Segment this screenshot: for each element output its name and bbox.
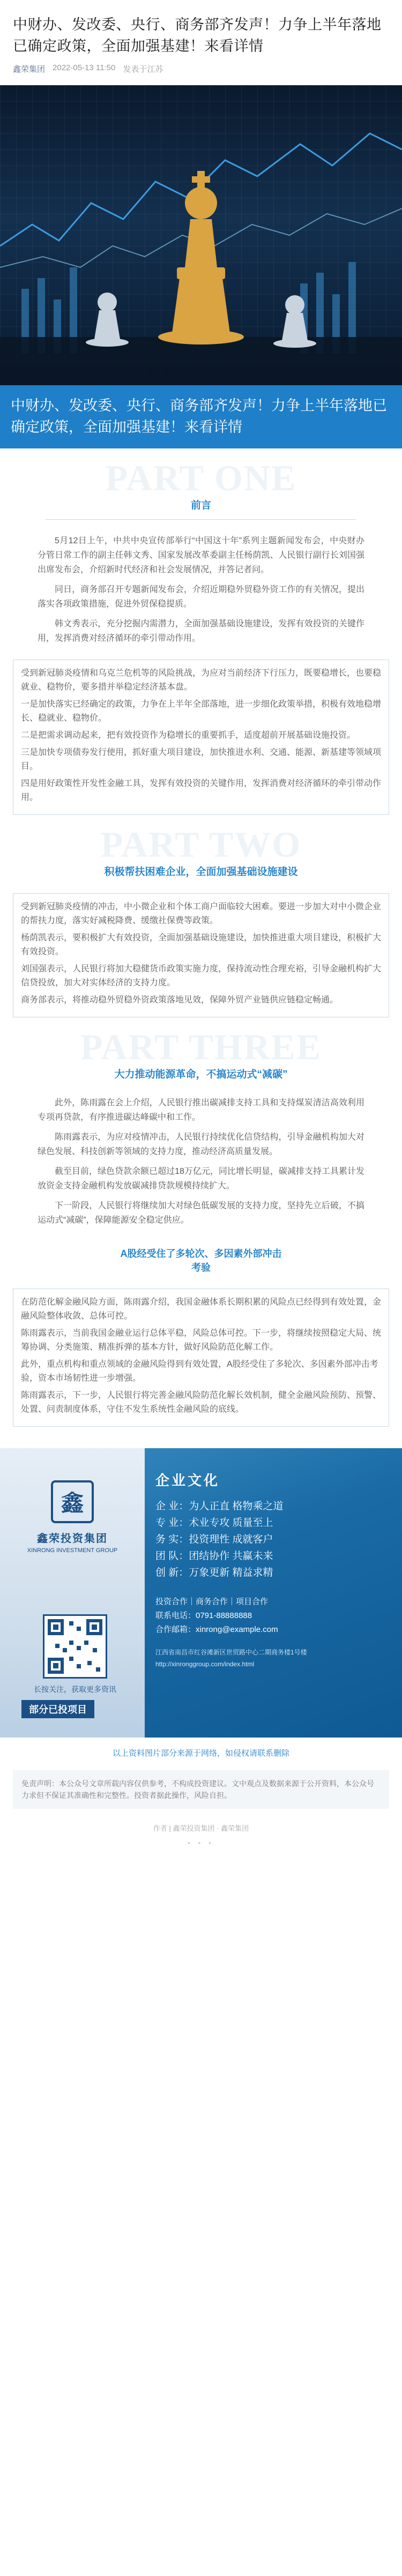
logo-mark-icon: 鑫 — [51, 1480, 94, 1523]
part-one-label: PART ONE — [105, 458, 297, 498]
article-title: 中财办、发改委、央行、商务部齐发声！力争上半年落地已确定政策，全面加强基建！来看详情 — [13, 17, 382, 54]
company-url[interactable]: http://xinronggroup.com/index.html — [155, 1660, 255, 1668]
qr-label: 长按关注，获取更多资讯 — [34, 1685, 116, 1694]
part-two-heading — [0, 826, 402, 879]
section-four-title: A股经受住了多轮次、多因素外部冲击 — [120, 1248, 282, 1259]
source-link[interactable]: 鑫荣集团 — [13, 65, 46, 74]
box-paragraph: 四是用好政策性开发性金融工具，发挥有效投资的关键作用，发挥消费对经济循环的牵引带动作用。 — [21, 779, 382, 802]
chess-finance-illustration — [0, 85, 402, 385]
culture-heading: 企业文化 — [155, 1472, 220, 1488]
part-one-subtitle: 前言 — [190, 500, 211, 511]
value-item: 企 业：为人正直 格物乘之道 — [155, 1501, 284, 1512]
value-item: 团 队：团结协作 共赢未来 — [155, 1551, 273, 1562]
footer-text: 作者 | 鑫荣投资集团 · 鑫荣集团 — [153, 1824, 249, 1832]
section-four-box — [13, 1289, 389, 1427]
box-paragraph: 此外，重点机构和重点领域的金融风险得到有效处置，A股经受住了多轮次、多因素外部冲击考验，资本市场韧性进一步增强。 — [21, 1360, 378, 1383]
contact-email[interactable]: 合作邮箱：xinrong@example.com — [155, 1625, 278, 1634]
banner-text: 中财办、发改委、央行、商务部齐发声！力争上半年落地已确定政策，全面加强基建！来看详情 — [11, 398, 387, 435]
paragraph: 此外，陈雨露在会上介绍，人民银行推出碳减排支持工具和支持煤炭清洁高效利用专项再贷款，有序推进碳达峰碳中和工作。 — [38, 1098, 364, 1122]
box-paragraph: 三是加快专项债券发行使用，抓好重大项目建设，加快推进水利、交通、能源、新基建等领域项目。 — [21, 748, 382, 771]
logo-english-name: XINRONG INVESTMENT GROUP — [27, 1547, 118, 1554]
corporate-culture-card — [0, 1448, 402, 1738]
culture-values — [155, 1470, 391, 1668]
paragraph: 下一阶段，人民银行将继续加大对绿色低碳发展的支持力度，坚持先立后破，不搞运动式“减碳”，保障能源安全稳定供应。 — [38, 1201, 364, 1225]
box-paragraph: 陈雨露表示，下一步，人民银行将完善金融风险防范化解长效机制，健全金融风险预防、预警、处置、问责制度体系，守住不发生系统性金融风险的底线。 — [21, 1391, 382, 1414]
projects-badge: 部分已投项目 — [21, 1700, 94, 1718]
section-four-title-cont: 考验 — [191, 1262, 211, 1273]
contact-phone[interactable]: 联系电话：0791-88888888 — [155, 1611, 252, 1620]
part-three-heading — [0, 1028, 402, 1082]
part-three-subtitle: 大力推动能源革命，不搞运动式“减碳” — [114, 1069, 288, 1080]
part-two-label: PART TWO — [100, 824, 302, 865]
box-paragraph: 陈雨露表示，当前我国金融业运行总体平稳，风险总体可控。下一步，将继续按照稳定大局、统筹协调、分类施策、精准拆弹的基本方针，做好风险防范化解工作。 — [21, 1329, 382, 1352]
article-meta — [13, 63, 389, 74]
box-paragraph: 在防范化解金融风险方面，陈雨露介绍，我国金融体系长期积累的风险点已经得到有效处置，金融风险整体收敛、总体可控。 — [21, 1298, 382, 1321]
publish-date: 2022-05-13 11:50 — [53, 63, 116, 72]
box-paragraph: 杨荫凯表示，要积极扩大有效投资，全面加强基础设施建设，加快推进重大项目建设，积极扩大有效投资。 — [21, 933, 382, 956]
part-one-body — [0, 534, 402, 646]
logo-name: 鑫荣投资集团 — [37, 1533, 108, 1545]
headline-banner — [0, 385, 402, 448]
disclaimer-box: 免责声明：本公众号文章所载内容仅供参考，不构成投资建议。文中观点及数据来源于公开资料，本公众号力求但不保证其准确性和完整性。投资者据此操作，风险自担。 — [13, 1770, 389, 1809]
publish-location: 发表于江苏 — [123, 65, 163, 74]
paragraph: 韩文秀表示，充分挖掘内需潜力，全面加强基础设施建设，发挥有效投资的关键作用，发挥消费对经济循环的牵引带动作用。 — [38, 619, 364, 643]
footer-dots-icon: • • • — [188, 1839, 214, 1847]
divider — [46, 519, 356, 520]
box-paragraph: 一是加快落实已经确定的政策，力争在上半年全部落地，进一步细化政策举措，积极有效地稳增长、稳就业、稳物价。 — [21, 700, 382, 723]
paragraph: 5月12日上午，中共中央宣传部举行“中国这十年”系列主题新闻发布会，中央财办分管日常工作的副主任韩文秀、国家发展改革委副主任杨荫凯、人民银行副行长刘国强出席发布会，介绍新时代经济和社会发展情况，并答记者问。 — [38, 536, 364, 574]
part-two-subtitle: 积极帮扶困难企业，全面加强基础设施建设 — [104, 866, 298, 878]
box-paragraph: 受到新冠肺炎疫情的冲击，中小微企业和个体工商户面临较大困难。要进一步加大对中小微企业的帮扶力度，落实好减税降费、缓缴社保费等政策。 — [21, 902, 382, 925]
contact-info — [155, 1595, 391, 1637]
qr-code[interactable] — [43, 1614, 107, 1679]
paragraph: 陈雨露表示，为应对疫情冲击，人民银行持续优化信贷结构，引导金融机构加大对绿色发展、科技创新等领域的支持力度，推动经济高质量发展。 — [38, 1133, 364, 1156]
paragraph: 同日，商务部召开专题新闻发布会，介绍近期稳外贸稳外资工作的有关情况，提出落实各项政策措施，促进外贸保稳提质。 — [38, 585, 364, 609]
part-three-label: PART THREE — [80, 1027, 322, 1067]
section-four-heading — [0, 1247, 402, 1275]
box-paragraph: 二是把需求调动起来，把有效投资作为稳增长的重要抓手，适度超前开展基础设施投资。 — [21, 731, 356, 740]
part-one-heading — [0, 459, 402, 520]
value-item: 创 新：万象更新 精益求精 — [155, 1567, 273, 1578]
contact-line: 投资合作｜商务合作｜项目合作 — [155, 1597, 269, 1606]
part-one-box — [13, 660, 389, 815]
values-list — [155, 1498, 391, 1581]
value-item: 专 业：术业专攻 质量至上 — [155, 1517, 273, 1529]
box-paragraph: 商务部表示，将推动稳外贸稳外资政策落地见效，保障外贸产业链供应链稳定畅通。 — [21, 995, 339, 1005]
company-logo — [21, 1480, 123, 1587]
article-header — [0, 0, 402, 74]
hero-image — [0, 85, 402, 385]
value-item: 务 实：投资理性 成就客户 — [155, 1534, 273, 1545]
company-address: 江西省南昌市红谷滩新区世贸路中心二期商务楼1号楼 — [155, 1649, 307, 1656]
box-paragraph: 受到新冠肺炎疫情和乌克兰危机等的风险挑战，为应对当前经济下行压力，既要稳增长，也要稳就业、稳物价，要多措并举稳定经济基本盘。 — [21, 669, 382, 692]
paragraph: 截至目前，绿色贷款余额已超过18万亿元，同比增长明显，碳减排支持工具累计发放资金支持金融机构发放碳减排贷款规模持续扩大。 — [38, 1167, 364, 1190]
box-paragraph: 刘国强表示，人民银行将加大稳健货币政策实施力度，保持流动性合理充裕，引导金融机构扩大信贷投放，加大对实体经济的支持力度。 — [21, 964, 382, 987]
part-two-box — [13, 893, 389, 1017]
image-caption: 以上资料图片部分来源于网络，如侵权请联系删除 — [112, 1749, 289, 1758]
part-three-body — [0, 1096, 402, 1227]
qr-code-icon — [44, 1616, 106, 1677]
